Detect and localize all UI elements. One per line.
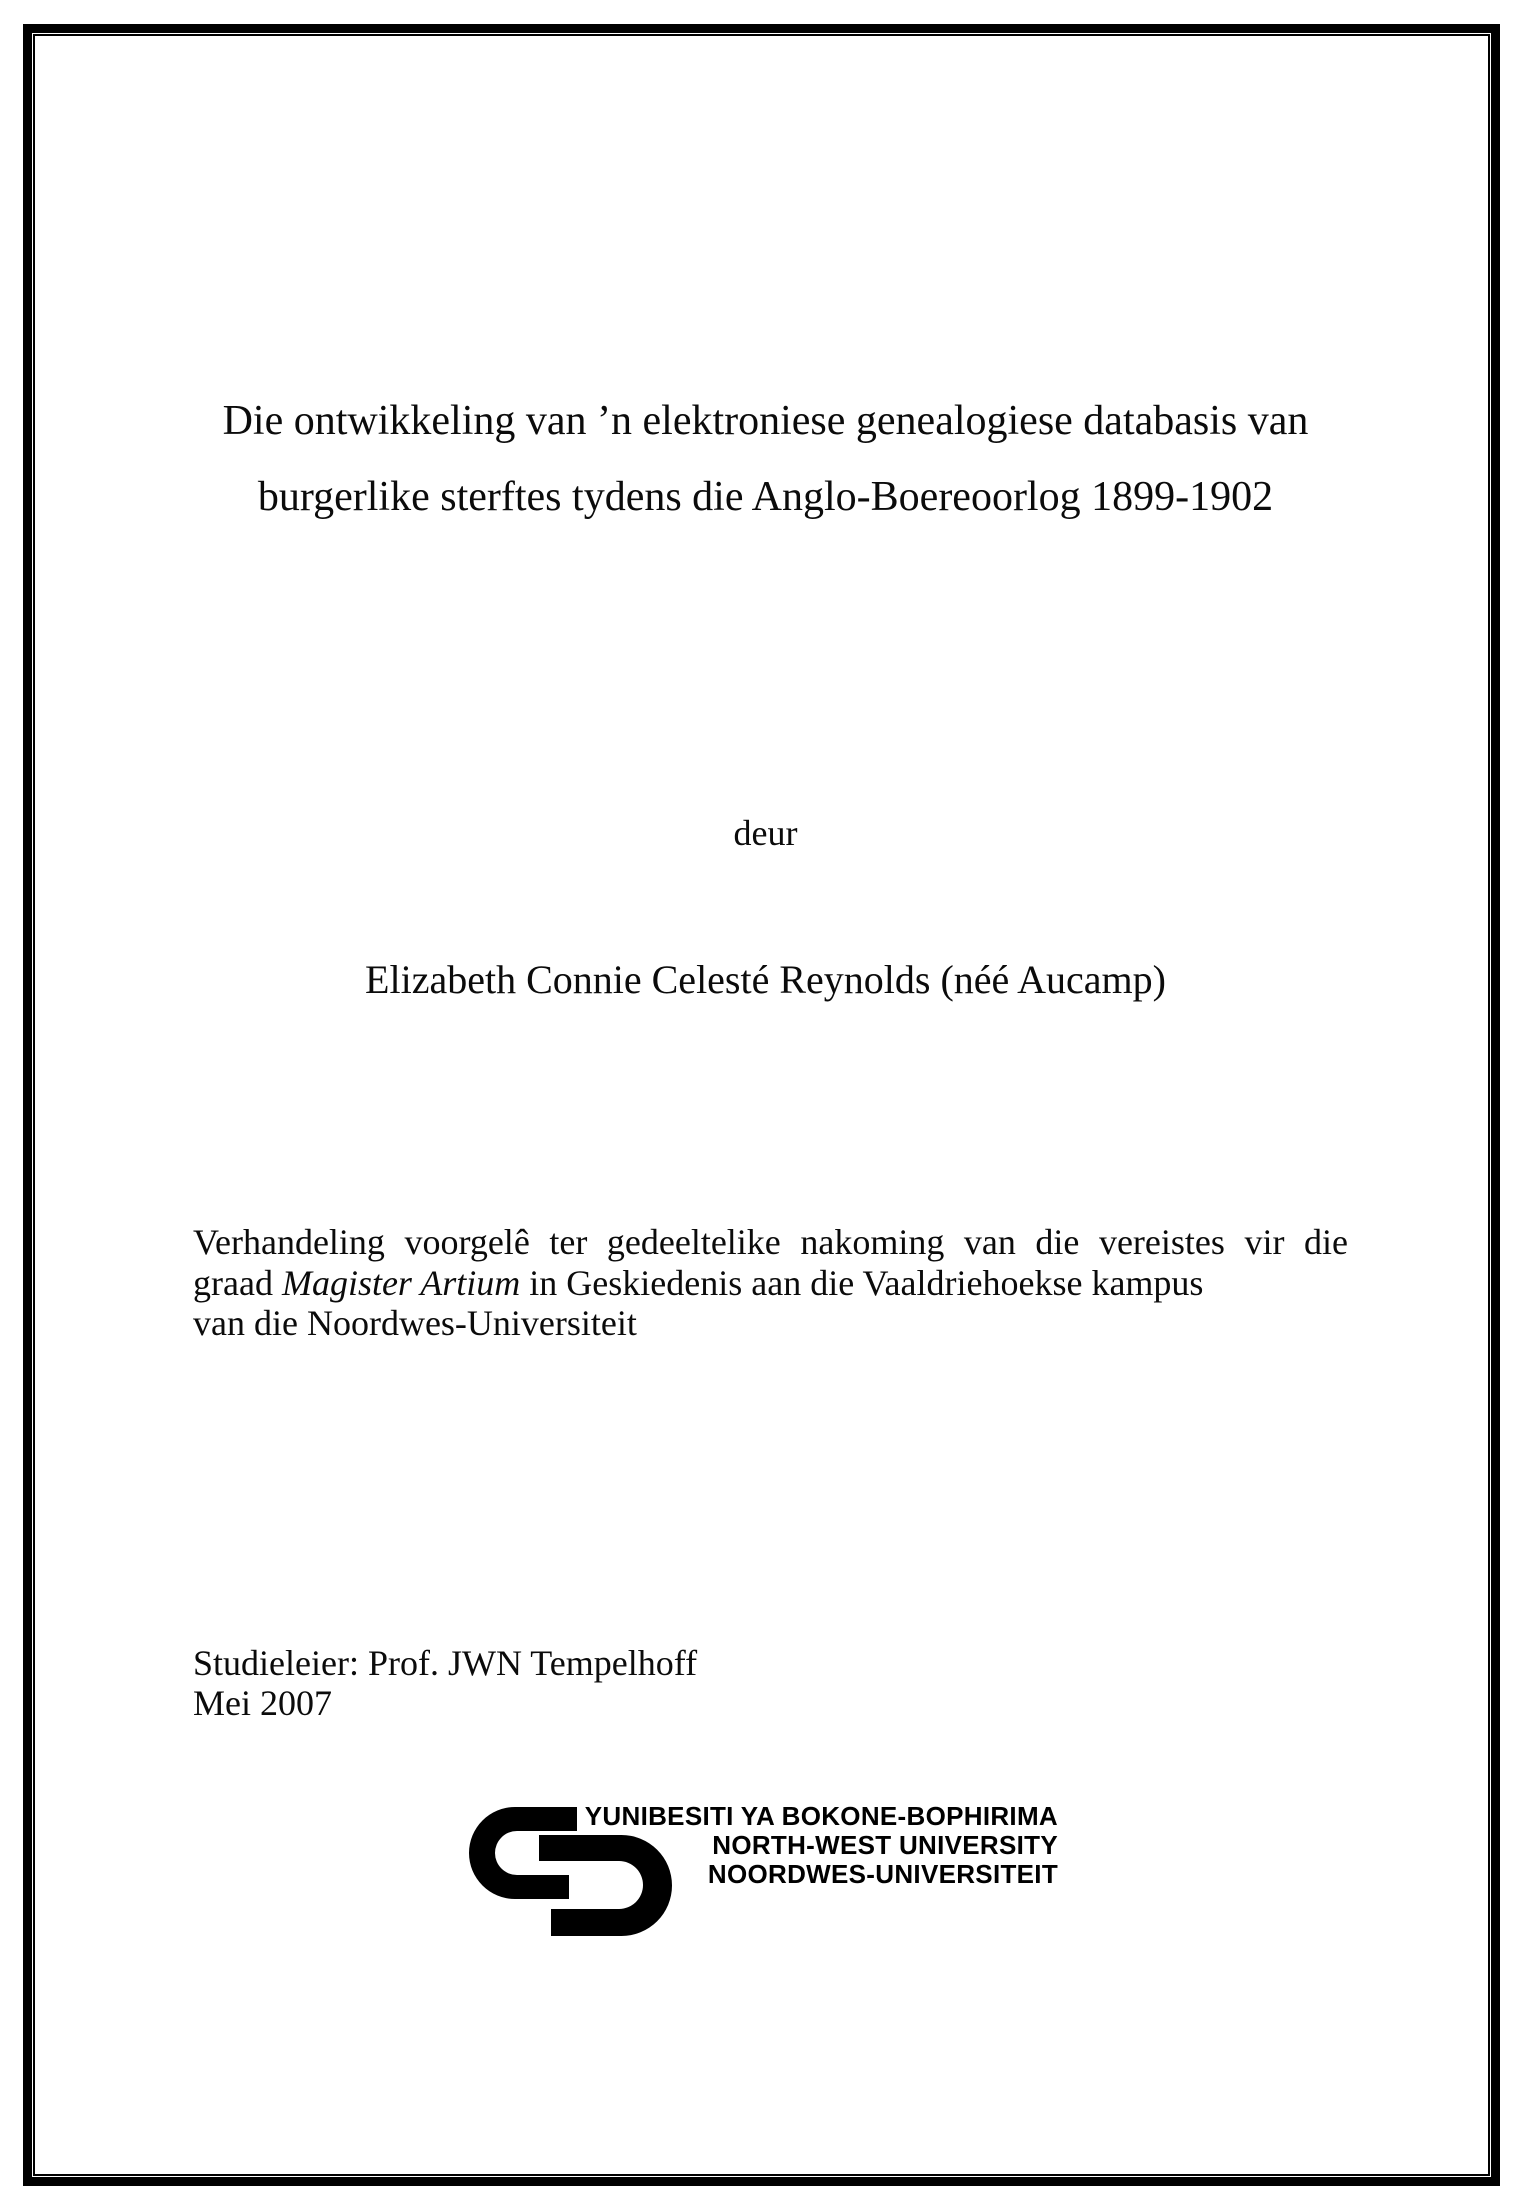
thesis-note-line-2 <box>193 1263 1348 1304</box>
thesis-note-line-1: Verhandeling voorgelê ter gedeeltelike nakoming van die vereistes vir die <box>193 1222 1348 1262</box>
thesis-title-line-2: burgerlike sterftes tydens die Anglo-Boereoorlog 1899-1902 <box>257 474 1274 520</box>
thesis-note-line-2-prefix: graad <box>193 1262 282 1303</box>
degree-name-italic: Magister Artium <box>281 1262 521 1303</box>
thesis-note <box>193 1222 1348 1344</box>
thesis-note-line-2-suffix: in Geskiedenis aan die Vaaldriehoekse kampus <box>520 1262 1204 1303</box>
date-line: Mei 2007 <box>193 1683 332 1723</box>
author-name: Elizabeth Connie Celesté Reynolds (néé Aucamp) <box>365 957 1166 1002</box>
thesis-title <box>188 383 1343 535</box>
logo-line-english: NORTH-WEST UNIVERSITY <box>712 1830 1058 1860</box>
byline: deur <box>733 813 798 853</box>
thesis-note-line-3: van die Noordwes-Universiteit <box>193 1303 637 1343</box>
university-logo <box>465 1802 1065 1947</box>
thesis-title-line-1: Die ontwikkeling van ’n elektroniese genealogiese databasis van <box>222 398 1309 444</box>
logo-line-setswana: YUNIBESITI YA BOKONE-BOPHIRIMA <box>584 1801 1058 1831</box>
logo-wordmark <box>580 1802 1058 1889</box>
supervisor-block <box>193 1643 697 1723</box>
supervisor-line: Studieleier: Prof. JWN Tempelhoff <box>193 1643 698 1683</box>
logo-line-afrikaans: NOORDWES-UNIVERSITEIT <box>707 1859 1058 1889</box>
